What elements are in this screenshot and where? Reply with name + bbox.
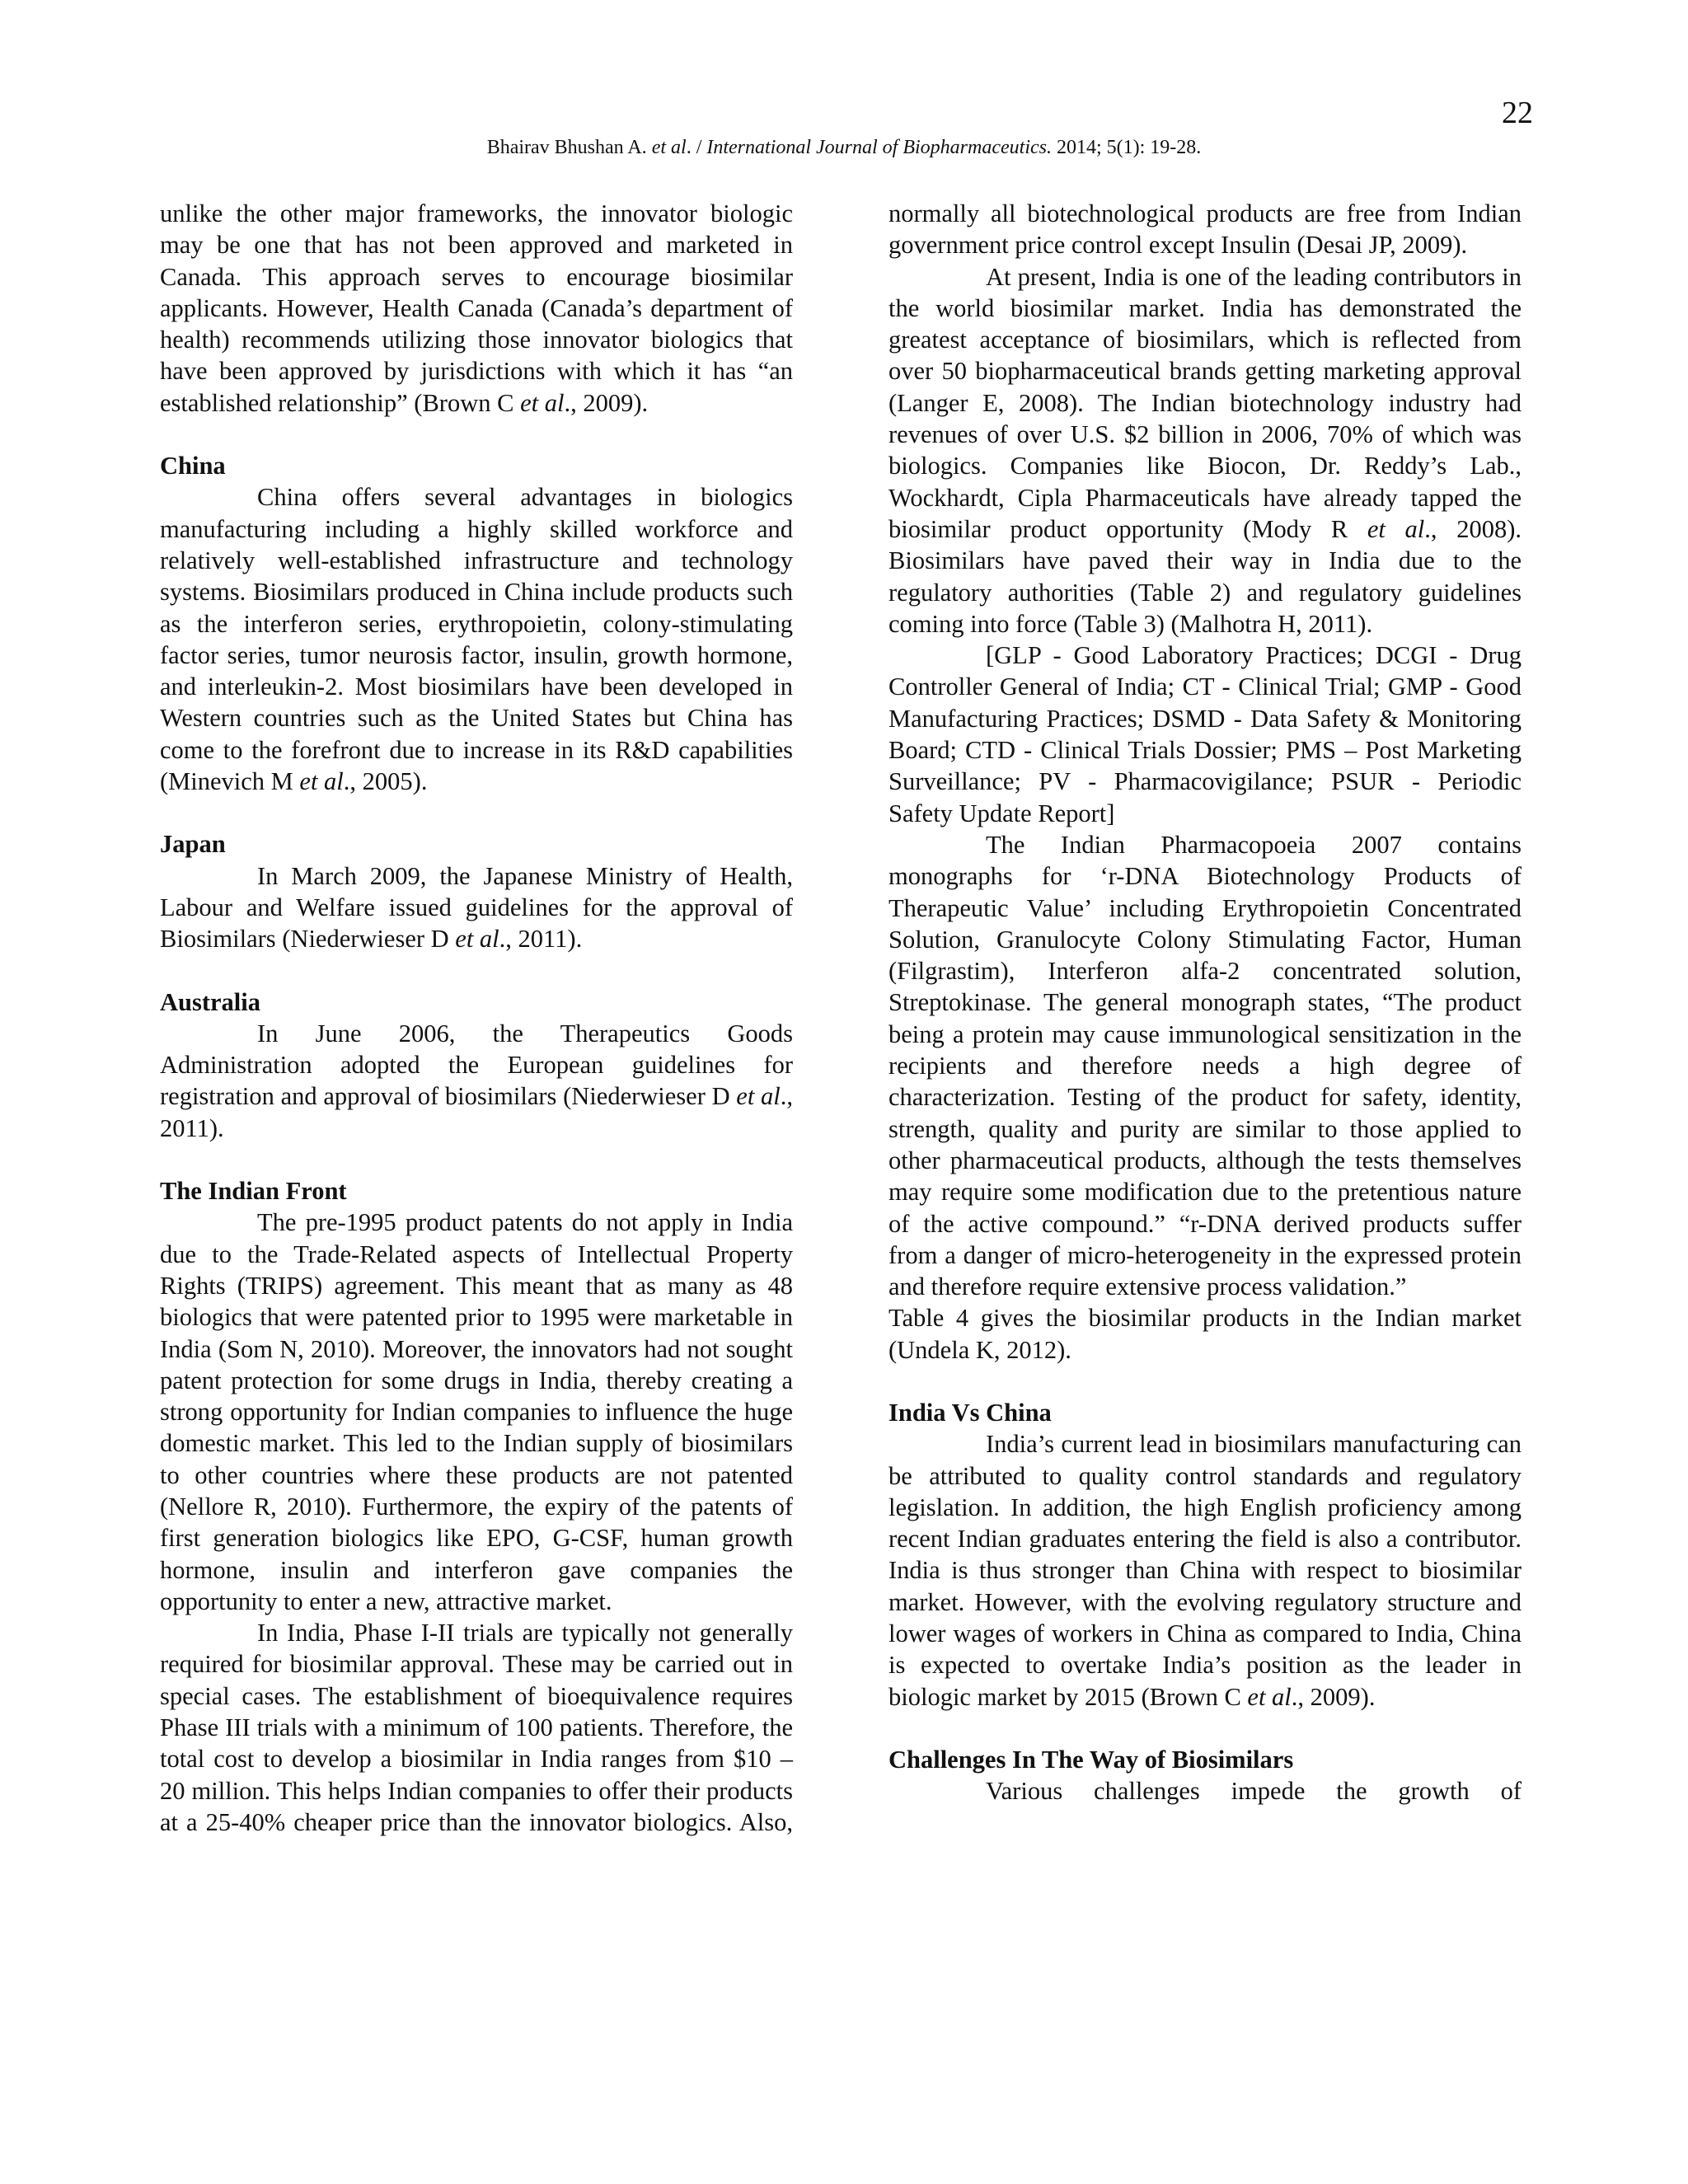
text-run: ., 2011).: [160, 1082, 793, 1142]
et-al-italic: et al: [1367, 514, 1425, 543]
page-number: 22: [1502, 96, 1533, 130]
et-al-italic: et al: [299, 767, 344, 796]
left-column: [160, 198, 793, 1838]
paragraph-japan: [160, 860, 793, 955]
spacer: [160, 955, 793, 987]
paragraph-price-control: normally all biotechnological products are free from Indian government price control except Insulin (Desai JP, 2009).: [889, 199, 1522, 260]
et-al-italic: et al: [1247, 1682, 1292, 1711]
text-run: In June 2006, the Therapeutics Goods Administration adopted the European guidelines for registration and approval of biosimilars (Niederwieser D: [160, 1019, 793, 1111]
text-run: ., 2009).: [1291, 1682, 1376, 1711]
text-run: ., 2011).: [499, 925, 583, 954]
paragraph-present: [889, 261, 1522, 640]
paragraph-canada: [160, 198, 793, 419]
et-al-italic: et al: [736, 1082, 781, 1111]
paragraph-indian-front: The pre-1995 product patents do not apply in India due to the Trade-Related aspects of Intellectual Property Rights (TRIPS) agreement. This meant that as many as 48 biologics that were patented prior to 1995 were marketable in India (Som N, 2010). Moreover, the innovators had not sought patent protection for some drugs in India, thereby creating a strong opportunity for Indian companies to influence the huge domestic market. This led to the Indian supply of biosimilars to other countries where these products are not patented (Nellore R, 2010). Furthermore, the expiry of the patents of first generation biologics like EPO, G-CSF, human growth hormone, insulin and interferon gave companies the opportunity to enter a new, attractive market.: [160, 1208, 793, 1615]
heading-indian-front: The Indian Front: [160, 1177, 347, 1206]
paragraph-phase-trials: In India, Phase I-II trials are typically not generally required for biosimilar approval. These may be carried out in special cases. The establishment of bioequivalence requires Phase III trials with a minimum of 100 patients. Therefore, the total cost to develop a biosimilar in India ranges from $10 – 20 million. This helps Indian companies to offer their products at a 25-40% cheaper price than the innovator biologics. Also,: [160, 1619, 793, 1836]
text-run: India’s current lead in biosimilars manufacturing can be attributed to quality control standards and regulatory legislation. In addition, the high English proficiency among recent Indian graduates entering the field is also a contributor. India is thus stronger than China with respect to biosimilar market. However, with the evolving regulatory structure and lower wages of workers in China as compared to India, China is expected to overtake India’s position as the leader in biologic market by 2015 (Brown C: [889, 1430, 1522, 1711]
heading-challenges: Challenges In The Way of Biosimilars: [889, 1745, 1294, 1774]
text-run: unlike the other major frameworks, the innovator biologic may be one that has not been approved and marketed in Canada. This approach serves to encourage biosimilar applicants. However, Health Canada (Canada’s department of health) recommends utilizing those innovator biologics that have been approved by jurisdictions with which it has “an established relationship” (Brown C: [160, 199, 793, 417]
spacer: [889, 1366, 1522, 1397]
heading-australia: Australia: [160, 987, 260, 1016]
spacer: [889, 1713, 1522, 1744]
et-al-italic: et al: [455, 925, 499, 954]
heading-china: China: [160, 452, 226, 480]
paragraph-pharmacopoeia: The Indian Pharmacopoeia 2007 contains monographs for ‘r-DNA Biotechnology Products of Therapeutic Value’ including Erythropoietin Concentrated Solution, Granulocyte Colony Stimulating Factor, Human (Filgrastim), Interferon alfa-2 concentrated solution, Streptokinase. The general monograph states, “The product being a protein may cause immunological sensitization in the recipients and therefore needs a high degree of characterization. Testing of the product for safety, identity, strength, quality and purity are similar to those applied to other pharmaceutical products, although the tests themselves may require some modification due to the pretentious nature of the active compound.” “r-DNA derived products suffer from a danger of micro-heterogeneity in the expressed protein and therefore require extensive process validation.”: [889, 830, 1522, 1301]
et-al-italic: et al: [520, 388, 565, 417]
heading-japan: Japan: [160, 830, 226, 859]
text-run: ., 2009).: [564, 388, 649, 417]
paragraph-challenges: Various challenges impede the growth of: [986, 1777, 1522, 1806]
text-run: China offers several advantages in biologics manufacturing including a highly skilled workforce and relatively well-established infrastructure and technology systems. Biosimilars produced in China include products such as the interferon series, erythropoietin, colony-stimulating factor series, tumor neurosis factor, insulin, growth hormone, and interleukin-2. Most biosimilars have been developed in Western countries such as the United States but China has come to the forefront due to increase in its R&D capabilities (Minevich M: [160, 483, 793, 796]
text-run: At present, India is one of the leading contributors in the world biosimilar market. India has demonstrated the greatest acceptance of biosimilars, which is reflected from over 50 biopharmaceutical brands getting marketing approval (Langer E, 2008). The Indian biotechnology industry had revenues of over U.S. $2 billion in 2006, 70% of which was biologics. Companies like Biocon, Dr. Reddy’s Lab., Wockhardt, Cipla Pharmaceuticals have already tapped the biosimilar product opportunity (Mody R: [889, 262, 1522, 543]
paragraph-abbreviations: [GLP - Good Laboratory Practices; DCGI - Drug Controller General of India; CT - Clinical Trial; GMP - Good Manufacturing Practices; DSMD - Data Safety & Monitoring Board; CTD - Clinical Trials Dossier; PMS – Post Marketing Surveillance; PV - Pharmacovigilance; PSUR - Periodic Safety Update Report]: [889, 641, 1522, 827]
spacer: [160, 419, 793, 450]
paragraph-india-vs-china: [889, 1428, 1522, 1713]
paragraph-australia: [160, 1018, 793, 1144]
header-separator: . /: [686, 137, 707, 158]
header-journal: International Journal of Biopharmaceutics.: [706, 137, 1052, 158]
right-column: [889, 198, 1522, 1807]
heading-india-vs-china: India Vs China: [889, 1398, 1052, 1427]
paragraph-table-4: Table 4 gives the biosimilar products in the Indian market (Undela K, 2012).: [889, 1304, 1522, 1364]
header-et-al: et al: [651, 137, 687, 158]
text-run: In March 2009, the Japanese Ministry of Health, Labour and Welfare issued guidelines for the approval of Biosimilars (Niederwieser D: [160, 861, 793, 954]
spacer: [160, 797, 793, 828]
text-run: ., 2005).: [343, 767, 428, 796]
paragraph-china: [160, 481, 793, 797]
header-citation: 2014; 5(1): 19-28.: [1051, 137, 1202, 158]
spacer: [160, 1144, 793, 1175]
text-run: ., 2008). Biosimilars have paved their way in India due to the regulatory authorities (Table 2) and regulatory guidelines coming into force (Table 3) (Malhotra H, 2011).: [889, 514, 1522, 638]
running-header: [0, 136, 1688, 160]
header-authors: Bhairav Bhushan A.: [486, 137, 652, 158]
